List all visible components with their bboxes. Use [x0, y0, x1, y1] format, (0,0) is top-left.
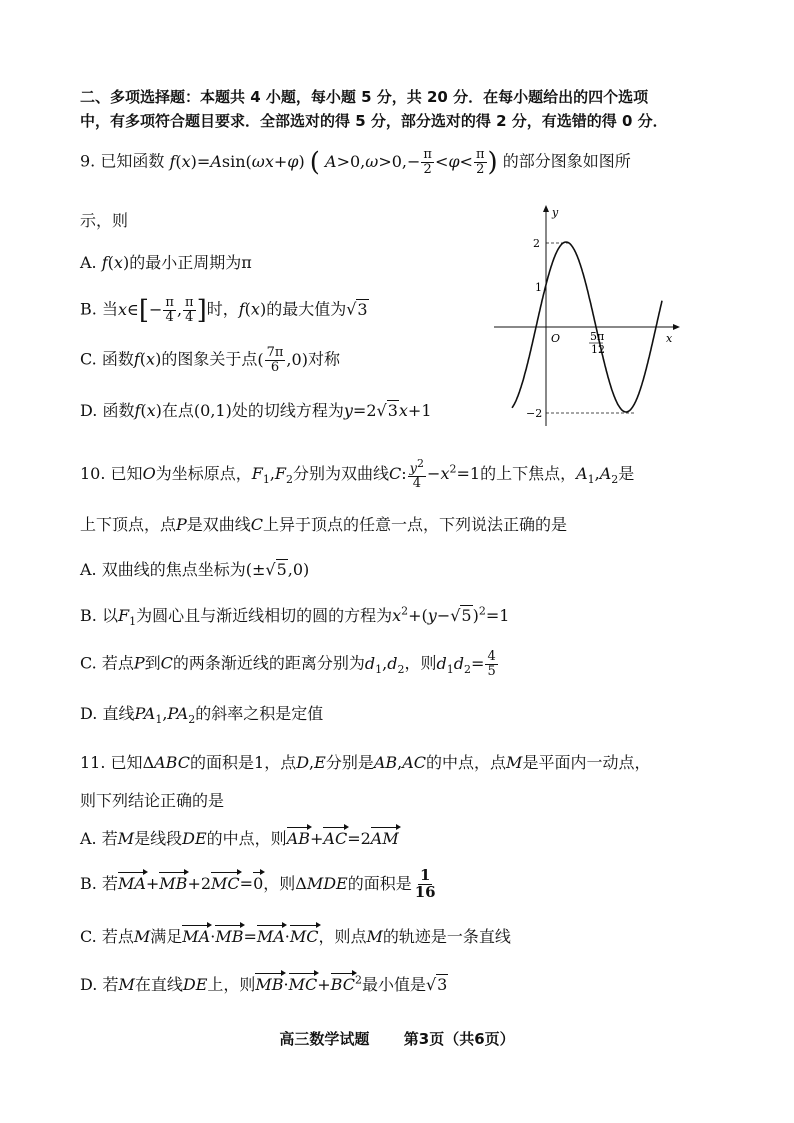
q9-c-end: 对称 — [307, 349, 340, 369]
q9-function-formula: f(x)=Asin(ωx+φ) ( A>0,ω>0,− $\frac{\pi}{2}$ <φ< $\frac{\pi}{2}$ ) — [169, 147, 498, 178]
q9-b-mid: 时， — [206, 299, 239, 319]
footer-subject: 高三数学试题 — [279, 1030, 370, 1048]
q10-option-d — [80, 701, 323, 726]
tick-1-label: 1 — [535, 281, 542, 294]
q11-option-c — [80, 924, 511, 947]
math-C: C — [160, 653, 173, 673]
option-label: A. — [80, 560, 97, 579]
q9-d-mid: 处的切线方程为 — [231, 401, 344, 420]
q11-option-a — [80, 826, 399, 849]
math-d1d2: $d_1,d_2$ — [364, 653, 405, 676]
q11-d-value: √3 — [425, 975, 448, 994]
q11-stem-c: ，点 — [264, 753, 297, 772]
option-label: B. — [80, 299, 97, 319]
tick-x-denominator: 12 — [591, 343, 605, 356]
q11-c-end: 的轨迹是一条直线 — [382, 927, 511, 946]
math-D-E: D,E — [296, 753, 326, 772]
q10-c-then: ，则 — [404, 653, 437, 673]
q10-option-b — [80, 603, 509, 628]
q11-b-text: ，则 — [263, 873, 296, 893]
option-label: D. — [80, 704, 98, 723]
q9-c-pre: 函数 — [101, 349, 134, 369]
math-vertices: $A_1,A_2$ — [576, 463, 619, 486]
q9-fx: f(x) — [134, 401, 162, 420]
x-axis-arrow-icon — [673, 324, 680, 330]
q11-number: 11. — [80, 753, 106, 772]
q10-stem-c: 分别为双曲线 — [293, 463, 390, 483]
math-triangle-MDE: ΔMDE — [295, 873, 348, 893]
q11-d-end: 最小值是 — [361, 975, 426, 994]
q11-c-text: ，则点 — [318, 927, 367, 946]
q11-stem-e: 的中点，点 — [426, 753, 507, 772]
q11-c-vector-eq: MA·MB=MA·MC — [182, 927, 319, 946]
q10-stem-h: 上异于顶点的任意一点，下列说法正确的是 — [263, 515, 568, 534]
q11-option-b — [80, 868, 439, 901]
option-label: A. — [80, 829, 97, 848]
q10-stem-d: 的上下焦点， — [480, 463, 577, 483]
math-C: C — [250, 515, 264, 534]
option-label: B. — [80, 873, 97, 893]
q9-fx: f(x) — [101, 253, 130, 272]
option-label: B. — [80, 606, 97, 625]
footer-page-number: 第3页（共6页） — [403, 1030, 515, 1048]
q10-number: 10. — [80, 463, 106, 483]
q10-stem-cont — [80, 512, 567, 535]
q9-d-point: (0,1) — [193, 401, 232, 420]
math-P: P — [176, 515, 187, 534]
q10-a-coord: (±√5,0) — [245, 560, 310, 579]
q10-stem-g: 是双曲线 — [186, 515, 251, 534]
q11-b-pre: 若 — [101, 873, 118, 893]
q10-c-mid: 到 — [144, 653, 161, 673]
q10-d-text: 的斜率之积是定值 — [195, 704, 324, 723]
q9-stem — [80, 148, 631, 176]
q9-option-d — [80, 398, 432, 421]
q10-a-text: 双曲线的焦点坐标为 — [101, 560, 246, 579]
option-label: A. — [80, 253, 97, 272]
q10-c-pre: 若点 — [101, 653, 134, 673]
y-axis-label: y — [552, 206, 559, 219]
q11-c-mid: 满足 — [150, 927, 183, 946]
math-triangle-ABC: ΔABC — [142, 753, 190, 772]
q10-stem-a: 已知 — [110, 463, 143, 483]
q9-option-b — [80, 296, 369, 324]
q11-b-value: $\frac{1}{16}$ — [414, 866, 436, 901]
math-one: 1 — [254, 753, 265, 772]
q11-option-d — [80, 972, 448, 995]
section-header-line1: 二、多项选择题：本题共 4 小题，每小题 5 分，共 20 分．在每小题给出的四个选项 — [80, 88, 649, 106]
q11-stem-a: 已知 — [110, 753, 143, 772]
math-M: M — [117, 829, 135, 848]
q10-option-c — [80, 650, 499, 678]
q9-b-value: √3 — [346, 299, 368, 319]
q11-a-vector-eq: AB+AC=2AM — [286, 829, 399, 848]
q11-a-mid: 是线段 — [134, 829, 183, 848]
q9-d-tangent: y=2√3x+1 — [343, 401, 432, 420]
tick-neg2-label: −2 — [526, 407, 543, 420]
q10-b-text: 为圆心且与渐近线相切的圆的方程为 — [136, 606, 393, 625]
q11-stem — [80, 750, 650, 773]
origin-label: O — [551, 332, 561, 345]
q11-d-text: 上，则 — [207, 975, 256, 994]
q10-stem-e: 是 — [618, 463, 635, 483]
q9-fx: f(x) — [238, 299, 267, 319]
page-footer — [0, 1028, 794, 1049]
q11-d-mid: 在直线 — [134, 975, 183, 994]
q9-d-pre: 函数 — [102, 401, 135, 420]
tick-2-label: 2 — [533, 237, 540, 250]
q9-stem-cont: 示，则 — [80, 211, 129, 230]
q10-b-circle-eq: $x^2+(y-√5)^2=1$ — [392, 604, 510, 625]
q9-b-text: 的最大值为 — [266, 299, 347, 319]
q10-stem-b: 为坐标原点， — [155, 463, 252, 483]
math-foci: $F_1,F_2$ — [251, 463, 294, 486]
q10-d-pre: 直线 — [102, 704, 135, 723]
math-M: M — [506, 753, 523, 772]
q9-option-a — [80, 250, 252, 273]
q11-stem-cont: 则下列结论正确的是 — [80, 791, 225, 810]
math-M: M — [118, 975, 135, 994]
q10-c-product: $d_1d_2=$ $\frac{4}{5}$ — [436, 649, 496, 679]
q9-fx: f(x) — [133, 349, 162, 369]
q10-b-pre: 以 — [101, 606, 118, 625]
option-label: C. — [80, 349, 97, 369]
q9-a-text: 的最小正周期为π — [129, 253, 252, 272]
q11-b-end: 的面积是 — [347, 873, 412, 893]
math-M: M — [366, 927, 383, 946]
math-AB-AC: AB,AC — [373, 753, 427, 772]
q11-b-vector-eq: MA+MB+2MC=0 — [117, 873, 264, 893]
q9-b-interval: x∈[− $\frac{\pi}{4}$ , $\frac{\pi}{4}$ ] — [117, 295, 207, 326]
q10-c-text: 的两条渐近线的距离分别为 — [172, 653, 365, 673]
math-PA1-PA2: $PA_1,PA_2$ — [134, 704, 196, 727]
section-header-line2: 中，有多项符合题目要求．全部选对的得 5 分，部分选对的得 2 分，有选错的得 0 分． — [80, 112, 668, 130]
y-axis-arrow-icon — [543, 205, 549, 212]
q9-function-graph — [494, 200, 684, 430]
math-DE: DE — [182, 975, 208, 994]
x-axis-label: x — [666, 332, 673, 345]
q11-stem-f: 是平面内一动点， — [522, 753, 651, 772]
math-P: P — [133, 653, 145, 673]
q10-option-a — [80, 557, 309, 580]
q9-option-c — [80, 346, 340, 374]
option-label: D. — [80, 401, 98, 420]
q9-c-point: ( $\frac{7\pi}{6}$ ,0) — [257, 345, 308, 375]
q10-stem — [80, 458, 634, 491]
q9-c-text: 的图象关于点 — [161, 349, 258, 369]
q11-c-pre: 若点 — [101, 927, 134, 946]
q9-number: 9. — [80, 151, 96, 171]
math-F1: $F_1$ — [117, 606, 137, 629]
q10-hyperbola-eq: C: $\frac{y^2}{4}$ $-x^2=1$ — [389, 457, 481, 491]
q11-d-pre: 若 — [102, 975, 119, 994]
q9-stem-text: 已知函数 — [100, 151, 165, 171]
q11-a-pre: 若 — [101, 829, 118, 848]
q11-stem-b: 的面积是 — [189, 753, 254, 772]
math-DE: DE — [182, 829, 207, 848]
q10-stem-f: 上下顶点，点 — [80, 515, 177, 534]
math-O: O — [142, 463, 156, 483]
q11-a-text: 的中点，则 — [206, 829, 287, 848]
q11-d-vector-expr: $MB\cdot MC+BC^2$ — [255, 973, 362, 994]
option-label: C. — [80, 653, 97, 673]
option-label: D. — [80, 975, 98, 994]
q11-stem-d: 分别是 — [325, 753, 374, 772]
q9-b-pre: 当 — [101, 299, 118, 319]
q9-d-text: 在点 — [161, 401, 194, 420]
q9-stem-text-2: 的部分图象如图所 — [502, 151, 631, 171]
tick-x-numerator: 5π — [590, 330, 605, 343]
option-label: C. — [80, 927, 97, 946]
math-M: M — [133, 927, 151, 946]
